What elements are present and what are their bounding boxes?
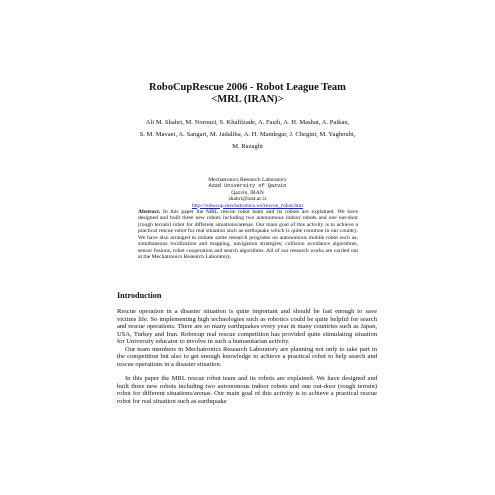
project-url-link[interactable]: http://robocup.mechatronics.ws/rescue_robot.htm	[191, 202, 304, 209]
paragraph-1: Rescue operation in a disaster situation is quite important and should be fast enough to save victims life. So implementing high technologies such as robotics could be quite helpful for search and rescue operations. There are so many earthquakes every year in many countries such as Japan, USA, Turkey and Iran. Robocup real rescue competition has provided quite stimulating situation for University educator to involve in such a humanitarian activity.	[117, 308, 377, 345]
paragraph-3: In this paper the MRL rescue robot team and its robots are explained. We have designed and built three new robots including two autonomous indoor robots and one out-door (rough terrain) robot for different situations/arenas. Our main goal of this activity is to achieve a practical rescue robot for real situation such as earthquake	[117, 375, 377, 405]
introduction-body	[117, 308, 377, 405]
affiliation-block	[130, 177, 365, 209]
paragraph-2: Our team members in Mechatronics Research Laboratory are planning not only to take part in the competition but also to get enough knowledge to achieve a practical robot to help search and rescue operations in a disaster situation.	[117, 345, 377, 368]
authors-line-1: Ali M. Shahri, M. Norouzi, S. Khalilzade, A. Fasih, A. H. Mashat, A. Paikan,	[145, 119, 350, 126]
abstract-block	[138, 209, 358, 261]
affiliation-university: Azad University of Qazvin	[208, 183, 287, 190]
affiliation-location: Qazvin, IRAN	[231, 189, 264, 196]
author-list	[100, 117, 395, 153]
title-line-1: RoboCupRescue 2006 - Robot League Team	[149, 82, 346, 93]
abstract-label: Abstract.	[138, 209, 161, 215]
affiliation-lab: Mechatronics Research Laboratory	[208, 177, 287, 183]
section-heading-introduction: Introduction	[117, 291, 162, 300]
authors-line-3: M. Razaghi	[232, 143, 263, 150]
paper-title	[0, 82, 495, 106]
title-line-2: <MRL (IRAN)>	[211, 94, 284, 105]
abstract-text: In this paper the MRL rescue robot team and its robots are explained. We have designed and built three new robots including two autonomous indoor robots and one out-door (rough terrain) robot for different situations/arenas. Our main goal of this activity is to achieve a practical rescue robot for real situation such as earthquake which is quite common in our country. We have also arranged to initiate some research programs on autonomous mobile robot such as; simultaneous localization and mapping, navigation strategies, collision avoidance algorithms, sensor fusions, robot cooperation and search algorithms. All of our research works are carried out at the Mechatronics Research Laboratory.	[138, 209, 358, 261]
affiliation-email: shahri@iust.ac.ir	[228, 196, 267, 203]
authors-line-2: S. M. Mavaei, A. Sangari, M. Jadaliha, A. H. Mandegar, J. Chegini, M. Yaghoubi,	[139, 131, 356, 138]
